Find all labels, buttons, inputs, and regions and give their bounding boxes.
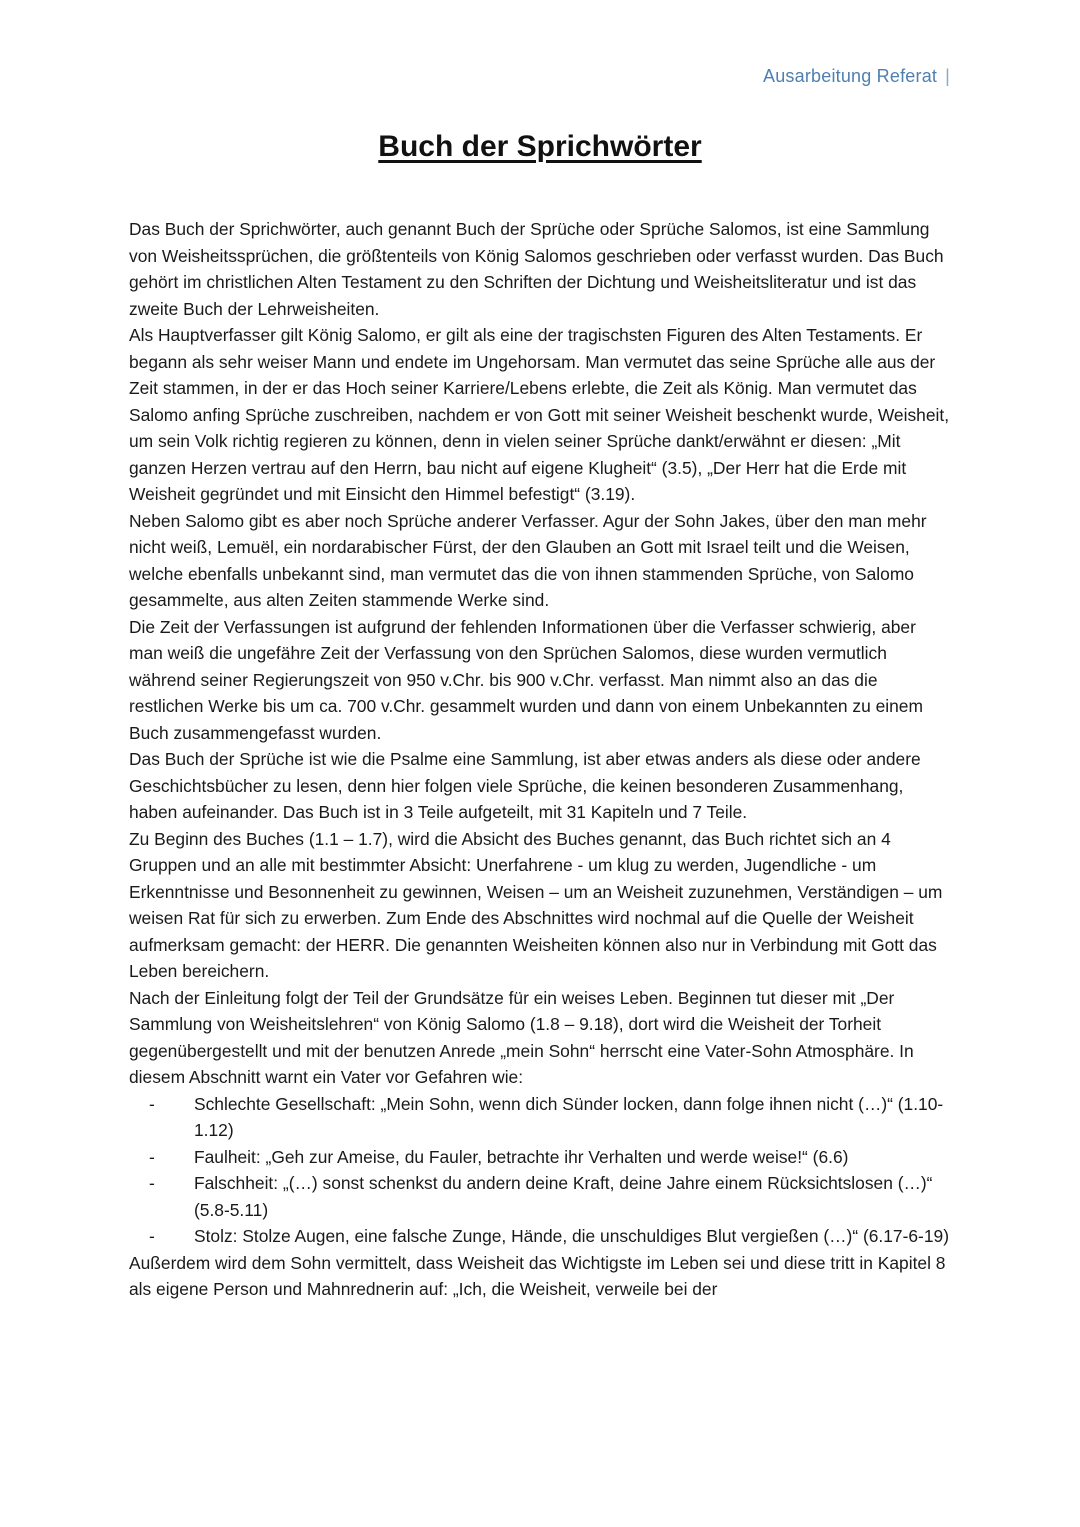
list-item	[129, 1170, 953, 1223]
document-body	[129, 216, 953, 1303]
paragraph-purpose: Zu Beginn des Buches (1.1 – 1.7), wird die Absicht des Buches genannt, das Buch richtet sich an 4 Gruppen und an alle mit bestimmter Absicht: Unerfahrene - um klug zu werden, Jugendliche - um Erkenntnisse und Besonnenheit zu gewinnen, Weisen – um an Weisheit zuzunehmen, Verständigen – um weisen Rat für sich zu erwerben. Zum Ende des Abschnittes wird nochmal auf die Quelle der Weisheit aufmerksam gemacht: der HERR. Die genannten Weisheiten können also nur in Verbindung mit Gott das Leben bereichern.	[129, 828, 943, 981]
list-bullet: -	[149, 1173, 155, 1193]
paragraph-wisdom: Außerdem wird dem Sohn vermittelt, dass Weisheit das Wichtigste im Leben sei und diese tritt in Kapitel 8 als eigene Person und Mahnrednerin auf: „Ich, die Weisheit, verweile bei der	[129, 1252, 946, 1299]
paragraph-intro: Das Buch der Sprichwörter, auch genannt Buch der Sprüche oder Sprüche Salomos, ist eine Sammlung von Weisheitssprüchen, die größtenteils von König Salomos geschrieben oder verfasst wurden. Das Buch gehört im christlichen Alten Testament zu den Schriften der Dichtung und Weisheitsliteratur und ist das zweite Buch der Lehrweisheiten.	[129, 219, 944, 319]
paragraph-other-authors: Neben Salomo gibt es aber noch Sprüche anderer Verfasser. Agur der Sohn Jakes, über den man mehr nicht weiß, Lemuël, ein nordarabischer Fürst, der den Glauben an Gott mit Israel teilt und die Weisen, welche ebenfalls unbekannt sind, man vermutet das die von ihnen stammenden Sprüche, von Salomo gesammelte, aus alten Zeiten stammende Werke sind.	[129, 510, 927, 610]
document-title: Buch der Sprichwörter	[378, 130, 702, 163]
running-header	[763, 66, 950, 87]
list-item	[129, 1091, 953, 1144]
list-bullet: -	[149, 1226, 155, 1246]
list-item-text: Stolz: Stolze Augen, eine falsche Zunge, Hände, die unschuldiges Blut vergießen (…)“ (6.17-6-19)	[194, 1226, 949, 1246]
paragraph-main-author: Als Hauptverfasser gilt König Salomo, er gilt als eine der tragischsten Figuren des Alten Testaments. Er begann als sehr weiser Mann und endete im Ungehorsam. Man vermutet das seine Sprüche alle aus der Zeit stammen, in der er das Hoch seiner Karriere/Lebens erlebte, die Zeit als König. Man vermutet das Salomo anfing Sprüche zuschreiben, nachdem er von Gott mit seiner Weisheit beschenkt wurde, Weisheit, um sein Volk richtig regieren zu können, denn in vielen seiner Sprüche dankt/erwähnt er diesen: „Mit ganzen Herzen vertrau auf den Herrn, bau nicht auf eigene Klugheit“ (3.5), „Der Herr hat die Erde mit Weisheit gegründet und mit Einsicht den Himmel befestigt“ (3.19).	[129, 325, 950, 504]
paragraph-principles: Nach der Einleitung folgt der Teil der Grundsätze für ein weises Leben. Beginnen tut dieser mit „Der Sammlung von Weisheitslehren“ von König Salomo (1.8 – 9.18), dort wird die Weisheit der Torheit gegenübergestellt und mit der benutzen Anrede „mein Sohn“ herrscht eine Vater-Sohn Atmosphäre. In diesem Abschnitt warnt ein Vater vor Gefahren wie:	[129, 987, 914, 1087]
list-bullet: -	[149, 1093, 155, 1114]
paragraph-dating: Die Zeit der Verfassungen ist aufgrund der fehlenden Informationen über die Verfasser schwierig, aber man weiß die ungefähre Zeit der Verfassung von den Sprüchen Salomos, diese wurden vermutlich während seiner Regierungszeit von 950 v.Chr. bis 900 v.Chr. verfasst. Man nimmt also an das die restlichen Werke bis um ca. 700 v.Chr. gesammelt wurden und dann von einem Unbekannten zu einem Buch zusammengefasst wurden.	[129, 616, 923, 743]
dangers-list	[129, 1091, 953, 1250]
list-item-text: Schlechte Gesellschaft: „Mein Sohn, wenn dich Sünder locken, dann folge ihnen nicht (…)“ (1.10-1.12)	[194, 1093, 944, 1140]
header-separator: |	[945, 66, 950, 86]
list-bullet: -	[149, 1146, 155, 1167]
list-item-text: Falschheit: „(…) sonst schenkst du andern deine Kraft, deine Jahre einem Rücksichtslosen (…)“ (5.8-5.11)	[194, 1173, 933, 1220]
header-text: Ausarbeitung Referat	[763, 66, 938, 86]
list-item	[129, 1144, 953, 1171]
list-item-text: Faulheit: „Geh zur Ameise, du Fauler, betrachte ihr Verhalten und werde weise!“ (6.6)	[194, 1146, 849, 1167]
paragraph-structure: Das Buch der Sprüche ist wie die Psalme eine Sammlung, ist aber etwas anders als diese oder andere Geschichtsbücher zu lesen, denn hier folgen viele Sprüche, die keinen besonderen Zusammenhang, haben aufeinander. Das Buch ist in 3 Teile aufgeteilt, mit 31 Kapiteln und 7 Teile.	[129, 749, 921, 822]
list-item	[129, 1223, 953, 1250]
